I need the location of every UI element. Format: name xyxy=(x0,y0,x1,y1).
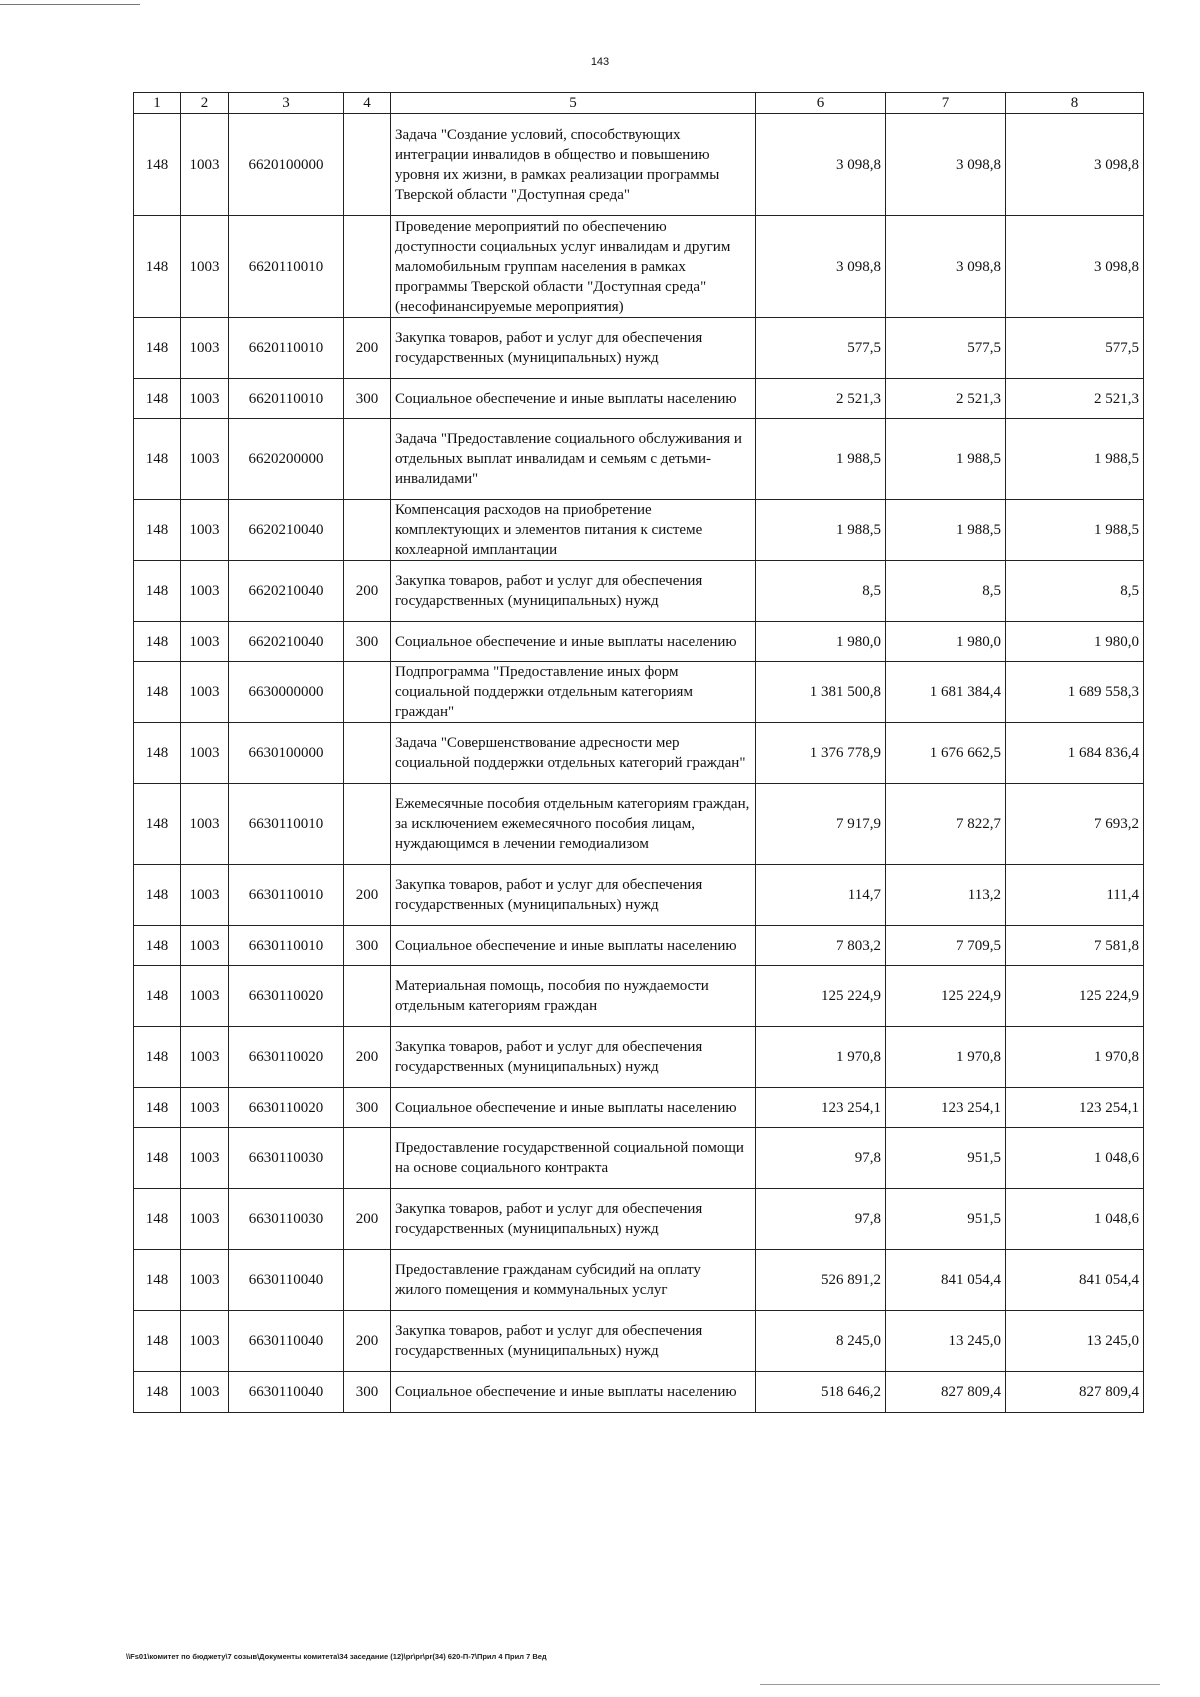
cell-target-article: 6620210040 xyxy=(229,622,344,662)
cell-gr-code: 148 xyxy=(134,1027,181,1088)
cell-amount-col8: 1 684 836,4 xyxy=(1006,723,1144,784)
cell-expense-type: 300 xyxy=(344,1372,391,1413)
cell-section-code: 1003 xyxy=(181,561,229,622)
cell-gr-code: 148 xyxy=(134,662,181,723)
cell-amount-col7: 1 676 662,5 xyxy=(886,723,1006,784)
cell-description: Социальное обеспечение и иные выплаты населению xyxy=(391,1088,756,1128)
cell-amount-col6: 125 224,9 xyxy=(756,966,886,1027)
cell-section-code: 1003 xyxy=(181,662,229,723)
cell-amount-col8: 2 521,3 xyxy=(1006,379,1144,419)
cell-amount-col6: 1 988,5 xyxy=(756,419,886,500)
table-row xyxy=(134,1250,1144,1311)
cell-target-article: 6620110010 xyxy=(229,216,344,318)
cell-description: Подпрограмма "Предоставление иных форм социальной поддержки отдельным категориям граждан" xyxy=(391,662,756,723)
cell-expense-type: 300 xyxy=(344,622,391,662)
cell-amount-col6: 1 980,0 xyxy=(756,622,886,662)
cell-expense-type xyxy=(344,723,391,784)
cell-expense-type xyxy=(344,1250,391,1311)
cell-gr-code: 148 xyxy=(134,784,181,865)
cell-section-code: 1003 xyxy=(181,318,229,379)
cell-amount-col8: 7 693,2 xyxy=(1006,784,1144,865)
cell-section-code: 1003 xyxy=(181,500,229,561)
cell-section-code: 1003 xyxy=(181,926,229,966)
cell-amount-col6: 1 376 778,9 xyxy=(756,723,886,784)
cell-gr-code: 148 xyxy=(134,926,181,966)
cell-expense-type: 200 xyxy=(344,1027,391,1088)
column-header: 7 xyxy=(886,93,1006,114)
cell-target-article: 6620200000 xyxy=(229,419,344,500)
table-row xyxy=(134,723,1144,784)
cell-amount-col7: 123 254,1 xyxy=(886,1088,1006,1128)
cell-expense-type xyxy=(344,419,391,500)
cell-description: Закупка товаров, работ и услуг для обеспечения государственных (муниципальных) нужд xyxy=(391,1027,756,1088)
cell-amount-col6: 114,7 xyxy=(756,865,886,926)
cell-description: Социальное обеспечение и иные выплаты населению xyxy=(391,622,756,662)
cell-section-code: 1003 xyxy=(181,1088,229,1128)
cell-section-code: 1003 xyxy=(181,216,229,318)
table-row xyxy=(134,926,1144,966)
cell-gr-code: 148 xyxy=(134,318,181,379)
cell-amount-col7: 2 521,3 xyxy=(886,379,1006,419)
cell-description: Предоставление гражданам субсидий на оплату жилого помещения и коммунальных услуг xyxy=(391,1250,756,1311)
column-header: 1 xyxy=(134,93,181,114)
cell-amount-col6: 3 098,8 xyxy=(756,216,886,318)
cell-expense-type: 200 xyxy=(344,318,391,379)
footer-file-path: \\Fs01\комитет по бюджету\7 созыв\Документы комитета\34 заседание (12)\pr\pr\pr(34) 620-П-7\Прил 4 Прил 7 Вед xyxy=(126,1652,547,1661)
cell-amount-col7: 841 054,4 xyxy=(886,1250,1006,1311)
cell-amount-col6: 577,5 xyxy=(756,318,886,379)
budget-table xyxy=(133,92,1144,1413)
table-row xyxy=(134,419,1144,500)
cell-amount-col7: 7 822,7 xyxy=(886,784,1006,865)
table-row xyxy=(134,1372,1144,1413)
cell-gr-code: 148 xyxy=(134,723,181,784)
table-row xyxy=(134,379,1144,419)
cell-target-article: 6630000000 xyxy=(229,662,344,723)
cell-amount-col6: 1 988,5 xyxy=(756,500,886,561)
table-row xyxy=(134,1128,1144,1189)
cell-amount-col7: 8,5 xyxy=(886,561,1006,622)
cell-description: Социальное обеспечение и иные выплаты населению xyxy=(391,926,756,966)
cell-amount-col8: 123 254,1 xyxy=(1006,1088,1144,1128)
cell-amount-col6: 1 381 500,8 xyxy=(756,662,886,723)
table-row xyxy=(134,561,1144,622)
cell-amount-col6: 526 891,2 xyxy=(756,1250,886,1311)
cell-amount-col7: 1 681 384,4 xyxy=(886,662,1006,723)
cell-gr-code: 148 xyxy=(134,1088,181,1128)
cell-description: Задача "Совершенствование адресности мер социальной поддержки отдельных категорий граждан" xyxy=(391,723,756,784)
cell-target-article: 6630110040 xyxy=(229,1311,344,1372)
table-row xyxy=(134,216,1144,318)
cell-expense-type xyxy=(344,784,391,865)
cell-amount-col7: 1 988,5 xyxy=(886,500,1006,561)
cell-target-article: 6630110020 xyxy=(229,1027,344,1088)
cell-gr-code: 148 xyxy=(134,966,181,1027)
table-row xyxy=(134,1189,1144,1250)
cell-amount-col7: 951,5 xyxy=(886,1189,1006,1250)
cell-amount-col7: 3 098,8 xyxy=(886,216,1006,318)
table-body xyxy=(134,114,1144,1413)
cell-description: Закупка товаров, работ и услуг для обеспечения государственных (муниципальных) нужд xyxy=(391,1311,756,1372)
cell-description: Проведение мероприятий по обеспечению доступности социальных услуг инвалидам и другим маломобильным группам населения в рамках программы Тверской области "Доступная среда" (несофинансируемые мероприятия) xyxy=(391,216,756,318)
cell-description: Предоставление государственной социальной помощи на основе социального контракта xyxy=(391,1128,756,1189)
cell-description: Компенсация расходов на приобретение комплектующих и элементов питания к системе кохлеарной имплантации xyxy=(391,500,756,561)
cell-amount-col8: 1 988,5 xyxy=(1006,500,1144,561)
cell-amount-col6: 97,8 xyxy=(756,1128,886,1189)
cell-description: Задача "Предоставление социального обслуживания и отдельных выплат инвалидам и семьям с детьми-инвалидами" xyxy=(391,419,756,500)
cell-section-code: 1003 xyxy=(181,622,229,662)
cell-gr-code: 148 xyxy=(134,419,181,500)
cell-description: Социальное обеспечение и иные выплаты населению xyxy=(391,379,756,419)
cell-amount-col8: 8,5 xyxy=(1006,561,1144,622)
cell-amount-col6: 97,8 xyxy=(756,1189,886,1250)
cell-amount-col6: 2 521,3 xyxy=(756,379,886,419)
cell-target-article: 6630110040 xyxy=(229,1372,344,1413)
cell-amount-col7: 113,2 xyxy=(886,865,1006,926)
cell-expense-type xyxy=(344,1128,391,1189)
cell-expense-type xyxy=(344,216,391,318)
cell-target-article: 6630110020 xyxy=(229,1088,344,1128)
cell-gr-code: 148 xyxy=(134,216,181,318)
cell-amount-col8: 3 098,8 xyxy=(1006,216,1144,318)
cell-gr-code: 148 xyxy=(134,1250,181,1311)
cell-target-article: 6620110010 xyxy=(229,318,344,379)
cell-amount-col7: 1 970,8 xyxy=(886,1027,1006,1088)
cell-amount-col6: 3 098,8 xyxy=(756,114,886,216)
cell-amount-col6: 518 646,2 xyxy=(756,1372,886,1413)
cell-amount-col7: 3 098,8 xyxy=(886,114,1006,216)
cell-section-code: 1003 xyxy=(181,784,229,865)
cell-target-article: 6620210040 xyxy=(229,561,344,622)
cell-section-code: 1003 xyxy=(181,1128,229,1189)
cell-section-code: 1003 xyxy=(181,419,229,500)
cell-target-article: 6630110010 xyxy=(229,784,344,865)
cell-expense-type: 300 xyxy=(344,379,391,419)
table-row xyxy=(134,1027,1144,1088)
table-row xyxy=(134,318,1144,379)
cell-target-article: 6630110020 xyxy=(229,966,344,1027)
table-row xyxy=(134,784,1144,865)
cell-gr-code: 148 xyxy=(134,379,181,419)
cell-amount-col6: 123 254,1 xyxy=(756,1088,886,1128)
column-header: 2 xyxy=(181,93,229,114)
cell-expense-type: 300 xyxy=(344,1088,391,1128)
cell-amount-col8: 13 245,0 xyxy=(1006,1311,1144,1372)
cell-description: Материальная помощь, пособия по нуждаемости отдельным категориям граждан xyxy=(391,966,756,1027)
cell-description: Задача "Создание условий, способствующих интеграции инвалидов в общество и повышению уровня их жизни, в рамках реализации программы Тверской области "Доступная среда" xyxy=(391,114,756,216)
cell-gr-code: 148 xyxy=(134,865,181,926)
cell-amount-col6: 1 970,8 xyxy=(756,1027,886,1088)
cell-target-article: 6620110010 xyxy=(229,379,344,419)
cell-amount-col8: 1 970,8 xyxy=(1006,1027,1144,1088)
cell-gr-code: 148 xyxy=(134,561,181,622)
cell-amount-col8: 841 054,4 xyxy=(1006,1250,1144,1311)
column-header: 3 xyxy=(229,93,344,114)
cell-section-code: 1003 xyxy=(181,114,229,216)
cell-amount-col8: 1 048,6 xyxy=(1006,1189,1144,1250)
cell-expense-type: 300 xyxy=(344,926,391,966)
scan-edge-line xyxy=(0,4,140,5)
cell-amount-col7: 7 709,5 xyxy=(886,926,1006,966)
cell-amount-col8: 111,4 xyxy=(1006,865,1144,926)
cell-amount-col7: 125 224,9 xyxy=(886,966,1006,1027)
cell-description: Закупка товаров, работ и услуг для обеспечения государственных (муниципальных) нужд xyxy=(391,1189,756,1250)
cell-section-code: 1003 xyxy=(181,379,229,419)
column-header: 4 xyxy=(344,93,391,114)
cell-expense-type: 200 xyxy=(344,865,391,926)
cell-amount-col8: 577,5 xyxy=(1006,318,1144,379)
cell-amount-col8: 7 581,8 xyxy=(1006,926,1144,966)
cell-gr-code: 148 xyxy=(134,622,181,662)
table-row xyxy=(134,1088,1144,1128)
header-row xyxy=(134,93,1144,114)
cell-description: Ежемесячные пособия отдельным категориям граждан, за исключением ежемесячного пособия лицам, нуждающимся в лечении гемодиализом xyxy=(391,784,756,865)
cell-amount-col8: 827 809,4 xyxy=(1006,1372,1144,1413)
cell-target-article: 6620100000 xyxy=(229,114,344,216)
cell-amount-col7: 951,5 xyxy=(886,1128,1006,1189)
cell-expense-type: 200 xyxy=(344,1189,391,1250)
cell-section-code: 1003 xyxy=(181,1311,229,1372)
cell-section-code: 1003 xyxy=(181,865,229,926)
cell-target-article: 6630110030 xyxy=(229,1128,344,1189)
column-header: 8 xyxy=(1006,93,1144,114)
cell-expense-type: 200 xyxy=(344,1311,391,1372)
cell-description: Закупка товаров, работ и услуг для обеспечения государственных (муниципальных) нужд xyxy=(391,865,756,926)
cell-description: Закупка товаров, работ и услуг для обеспечения государственных (муниципальных) нужд xyxy=(391,561,756,622)
page-number: 143 xyxy=(590,56,610,68)
cell-expense-type xyxy=(344,662,391,723)
cell-amount-col8: 125 224,9 xyxy=(1006,966,1144,1027)
table-row xyxy=(134,662,1144,723)
cell-expense-type xyxy=(344,966,391,1027)
cell-target-article: 6630110010 xyxy=(229,865,344,926)
table-row xyxy=(134,1311,1144,1372)
cell-section-code: 1003 xyxy=(181,966,229,1027)
cell-section-code: 1003 xyxy=(181,723,229,784)
cell-amount-col6: 8 245,0 xyxy=(756,1311,886,1372)
table-row xyxy=(134,500,1144,561)
table-row xyxy=(134,865,1144,926)
cell-gr-code: 148 xyxy=(134,1189,181,1250)
cell-section-code: 1003 xyxy=(181,1189,229,1250)
cell-amount-col8: 1 689 558,3 xyxy=(1006,662,1144,723)
column-header: 5 xyxy=(391,93,756,114)
cell-gr-code: 148 xyxy=(134,500,181,561)
cell-amount-col7: 13 245,0 xyxy=(886,1311,1006,1372)
cell-description: Социальное обеспечение и иные выплаты населению xyxy=(391,1372,756,1413)
cell-amount-col7: 1 988,5 xyxy=(886,419,1006,500)
table-row xyxy=(134,622,1144,662)
cell-description: Закупка товаров, работ и услуг для обеспечения государственных (муниципальных) нужд xyxy=(391,318,756,379)
cell-section-code: 1003 xyxy=(181,1027,229,1088)
cell-target-article: 6630110030 xyxy=(229,1189,344,1250)
cell-amount-col8: 3 098,8 xyxy=(1006,114,1144,216)
cell-amount-col8: 1 048,6 xyxy=(1006,1128,1144,1189)
cell-amount-col7: 577,5 xyxy=(886,318,1006,379)
cell-amount-col6: 7 803,2 xyxy=(756,926,886,966)
cell-section-code: 1003 xyxy=(181,1250,229,1311)
table-row xyxy=(134,966,1144,1027)
cell-gr-code: 148 xyxy=(134,114,181,216)
cell-amount-col6: 8,5 xyxy=(756,561,886,622)
cell-gr-code: 148 xyxy=(134,1128,181,1189)
cell-target-article: 6630110010 xyxy=(229,926,344,966)
cell-expense-type: 200 xyxy=(344,561,391,622)
cell-target-article: 6620210040 xyxy=(229,500,344,561)
cell-gr-code: 148 xyxy=(134,1311,181,1372)
cell-target-article: 6630100000 xyxy=(229,723,344,784)
cell-section-code: 1003 xyxy=(181,1372,229,1413)
table-row xyxy=(134,114,1144,216)
cell-amount-col6: 7 917,9 xyxy=(756,784,886,865)
cell-target-article: 6630110040 xyxy=(229,1250,344,1311)
cell-expense-type xyxy=(344,500,391,561)
cell-expense-type xyxy=(344,114,391,216)
cell-amount-col8: 1 988,5 xyxy=(1006,419,1144,500)
cell-amount-col7: 827 809,4 xyxy=(886,1372,1006,1413)
cell-gr-code: 148 xyxy=(134,1372,181,1413)
cell-amount-col7: 1 980,0 xyxy=(886,622,1006,662)
column-header: 6 xyxy=(756,93,886,114)
cell-amount-col8: 1 980,0 xyxy=(1006,622,1144,662)
scan-edge-line xyxy=(760,1684,1160,1685)
